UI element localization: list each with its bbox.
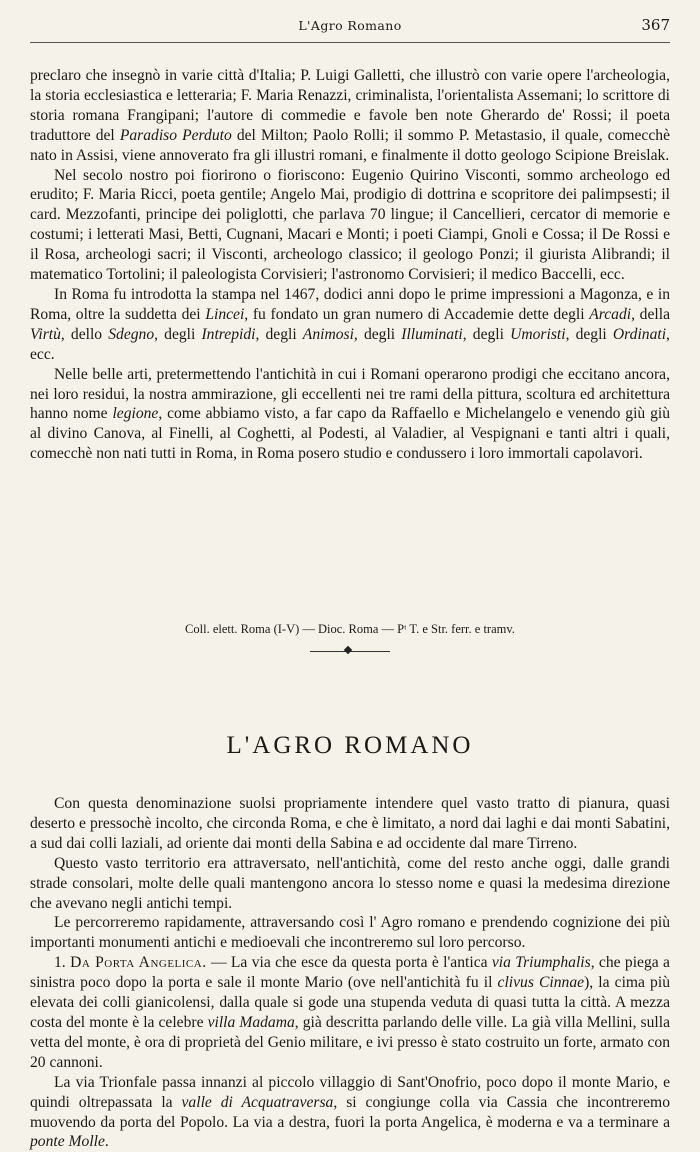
paragraph: preclaro che insegnò in varie città d'Italia; P. Luigi Galletti, che illustrò con varie opere l'archeologia, la storia ecclesiastica e letteraria; F. Maria Renazzi, criminalista, l'orientalista Assemani; lo scrittore di storia romana Frangipani; l'autore di commedie e favole ben note Gherardo de' Rossi; il poeta traduttore del Paradiso Perduto del Milton; Paolo Rolli; il sommo P. Metastasio, il quale, comecchè nato in Assisi, viene annoverato fra gli illustri romani, e finalmente il dotto geologo Scipione Breislak. bbox=[30, 67, 670, 164]
paragraph: In Roma fu introdotta la stampa nel 1467, dodici anni dopo le prime impressioni a Magonza, e in Roma, oltre la suddetta dei Lincei, fu fondato un gran numero di Accademie dette degli Arcadi, della Virtù, dello Sdegno, degli Intrepidi, degli Animosi, degli Illuminati, degli Umoristi, degli Ordinati, ecc. bbox=[30, 285, 670, 363]
paragraph: Nel secolo nostro poi fiorirono o fioriscono: Eugenio Quirino Visconti, sommo archeologo ed erudito; F. Maria Ricci, poeta gentile; Angelo Mai, prodigio di dottrina e scopritore dei palimpsesti; il card. Mezzofanti, principe dei poliglotti, che parlava 70 lingue; il Cancellieri, cercator di memorie e costumi; i letterati Masi, Betti, Cugnani, Macari e Monti; i poeti Ciampi, Gnoli e Cossa; il De Rossi e il Rosa, archeologi sacri; il Visconti, archeologo classico; il geologo Ponzi; il giurista Alibrandi; il matematico Tortolini; il paleologista Corvisieri; l'astronomo Corvisieri; il medico Baccelli, ecc. bbox=[30, 166, 670, 284]
page-header bbox=[30, 18, 670, 43]
paragraph: Nelle belle arti, pretermettendo l'antichità in cui i Romani operarono prodigi che eccitano ancora, nei loro residui, la nostra ammirazione, gli eccellenti nei tre rami della pittura, scoltura ed architettura hanno nome legione, come abbiamo visto, a far capo da Raffaello e Michelangelo e venendo giù giù al divino Canova, al Finelli, al Coghetti, al Podesti, al Valadier, al Vespignani e tanti altri i quali, comecchè non nati tutti in Roma, in Roma posero studio e condussero i loro immortali capolavori. bbox=[30, 365, 670, 463]
paragraph: La via Trionfale passa innanzi al piccolo villaggio di Sant'Onofrio, poco dopo il monte Mario, e quindi oltrepassata la valle di Acquatraversa, si congiunge colla via Cassia che incontreremo muovendo da porta del Popolo. La via a destra, fuori la porta Angelica, è moderna e va a terminare a ponte Molle. bbox=[30, 1073, 670, 1151]
paragraph: Questo vasto territorio era attraversato, nell'antichità, come del resto anche oggi, dalle grandi strade consolari, molte delle quali mantengono ancora lo stesso nome e quasi la medesima direzione che avevano negli antichi tempi. bbox=[30, 854, 670, 912]
bibliography-line: Coll. elett. Roma (I-V) — Dioc. Roma — Pᵗ T. e Str. ferr. e tramv. bbox=[185, 622, 515, 636]
continued-text bbox=[30, 66, 670, 464]
paragraph: Le percorreremo rapidamente, attraversando così l' Agro romano e prendendo cognizione dei più importanti monumenti antichi e medioevali che incontreremo sul loro percorso. bbox=[30, 914, 670, 952]
route-heading: Da Porta Angelica. bbox=[70, 954, 207, 972]
section-text bbox=[30, 794, 670, 1152]
running-title: L'Agro Romano bbox=[298, 18, 402, 33]
section-title: L'AGRO ROMANO bbox=[226, 732, 474, 759]
paragraph: Con questa denominazione suolsi propriamente intendere quel vasto tratto di pianura, quasi deserto e pressochè incolto, che circonda Roma, e che è limitato, a nord dai laghi e dai monti Sabatini, a sud dai colli laziali, ad oriente dai monti della Sabina e ad occidente dal mare Tirreno. bbox=[30, 795, 670, 852]
paragraph: 1. Da Porta Angelica. — La via che esce da questa porta è l'antica via Triumphalis, che piega a sinistra poco dopo la porta e sale il monte Mario (ove nell'antichità fu il clivus Cinnae), la cima più elevata dei colli gianicolensi, dalla quale si gode una stupenda veduta di quasi tutta la città. A mezza costa del monte è la celebre villa Madama, già descritta parlando delle ville. La già villa Mellini, sulla vetta del monte, è ora di proprietà del Genio militare, e ivi presso è stato costruito un forte, armato con 20 cannoni. bbox=[30, 954, 671, 1071]
divider-ornament bbox=[344, 646, 352, 654]
page-number: 367 bbox=[641, 16, 670, 34]
